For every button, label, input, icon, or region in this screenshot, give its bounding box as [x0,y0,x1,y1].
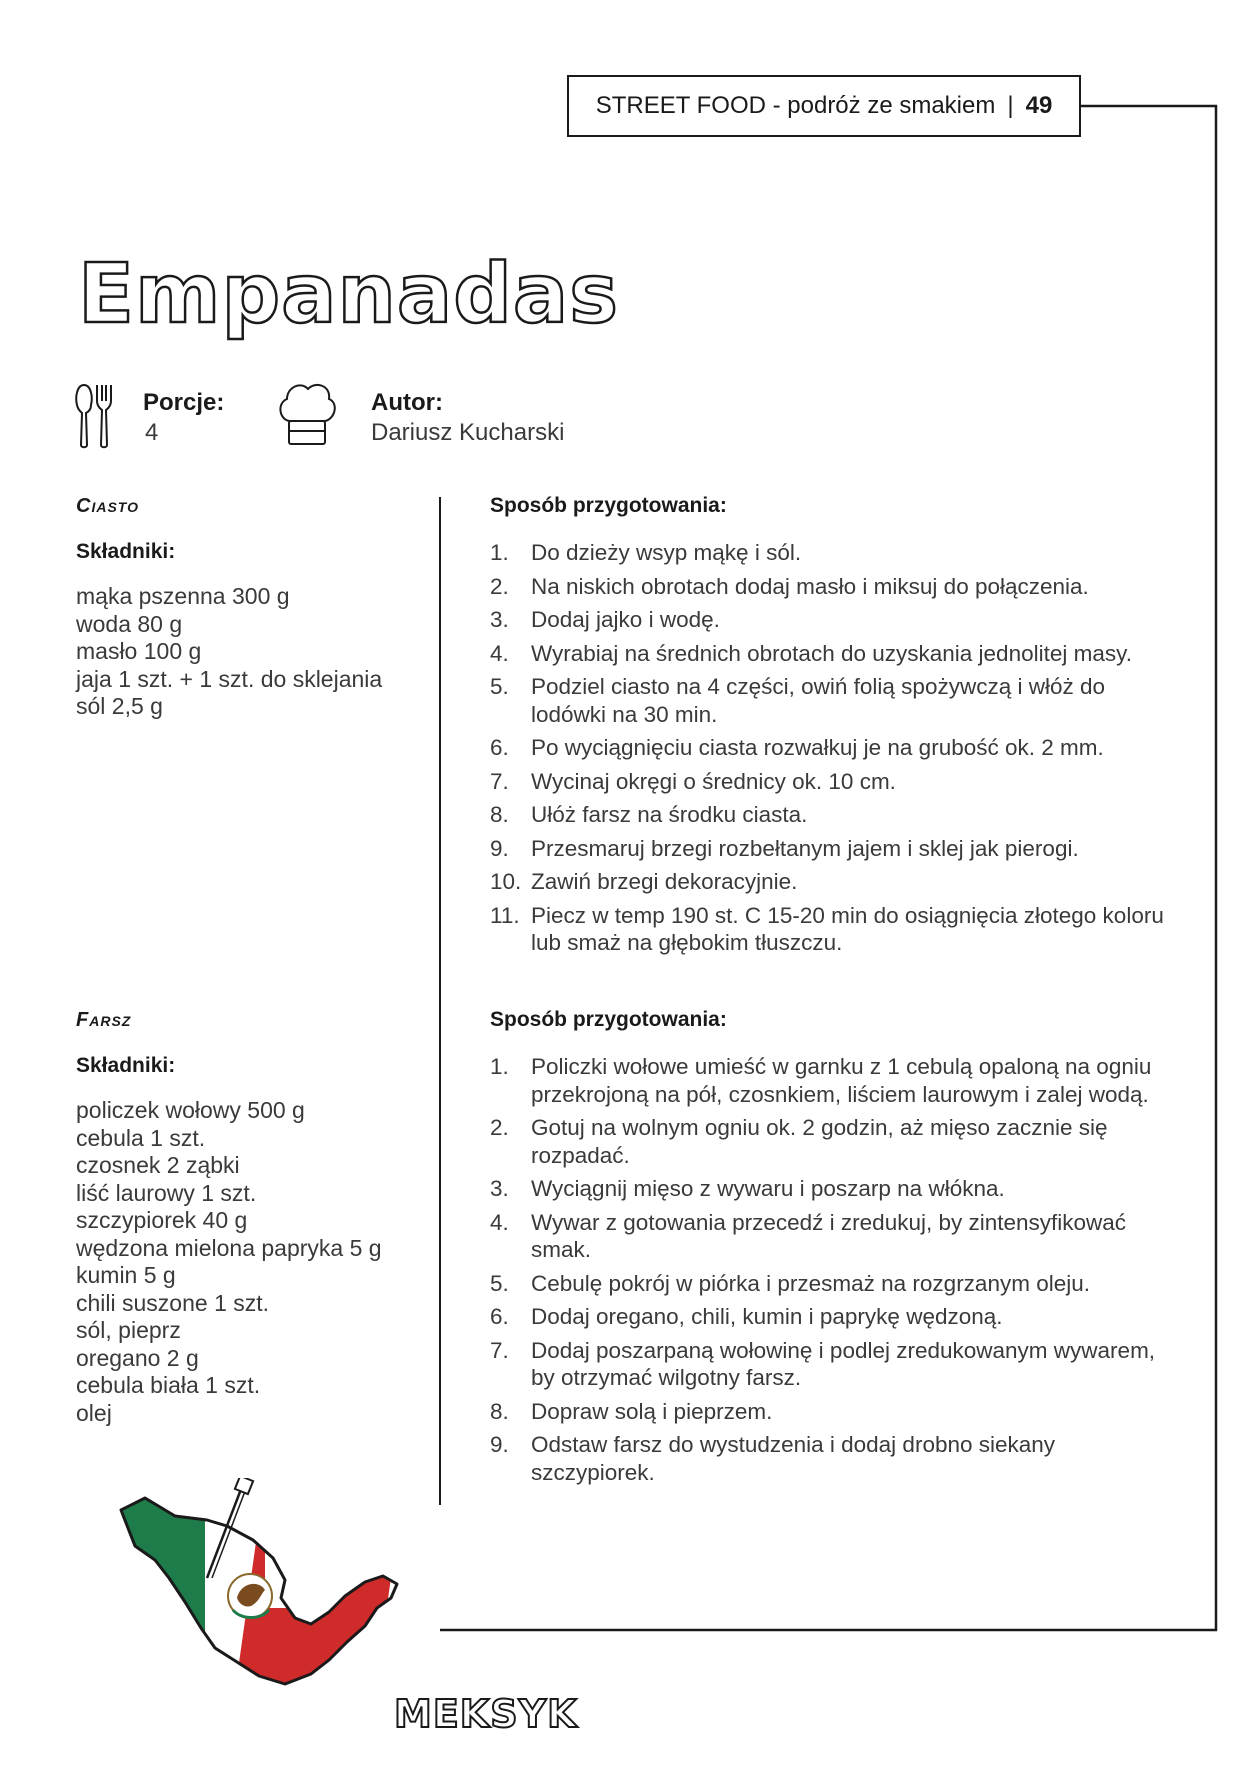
list-item: 3. Wyciągnij mięso z wywaru i poszarp na włókna. [490,1176,1005,1201]
author-value: Dariusz Kucharski [371,419,565,446]
list-item: olej [76,1399,112,1426]
list-item: 6. Po wyciągnięciu ciasta rozwałkuj je na grubość ok. 2 mm. [490,735,1104,760]
list-item: 11. Piecz w temp 190 st. C 15-20 min do osiągnięcia złotego koloru lub smaż na głębokim tłuszczu. [490,902,1164,955]
ciasto-steps-list [490,539,1180,963]
list-item: cebula 1 szt. [76,1124,206,1151]
ciasto-heading: Ciasto [76,495,139,517]
list-item: policzek wołowy 500 g [76,1097,305,1123]
fork-spoon-icon [74,383,114,449]
farsz-ingredients-label: Składniki: [76,1054,176,1077]
list-item: 1. Policzki wołowe umieść w garnku z 1 cebulą opaloną na ogniu przekrojoną na pół, czosnkiem, liściem laurowym i zalej wodą. [490,1054,1152,1107]
page-number: 49 [1025,92,1053,119]
farsz-heading: Farsz [76,1009,132,1031]
list-item: chili suszone 1 szt. [76,1289,270,1316]
list-item: 9. Przesmaruj brzegi rozbełtanym jajem i sklej jak pierogi. [490,835,1079,861]
list-item: sól 2,5 g [76,693,163,719]
list-item: 5. Cebulę pokrój w piórka i przesmaż na rozgrzanym oleju. [490,1270,1090,1296]
country-label: MEKSYK [394,1692,578,1736]
list-item: 1. Do dzieży wsyp mąkę i sól. [490,540,802,565]
list-item: szczypiorek 40 g [76,1207,248,1233]
list-item: 8. Dopraw solą i pieprzem. [490,1398,773,1424]
list-item: kumin 5 g [76,1262,176,1288]
list-item: 3. Dodaj jajko i wodę. [490,607,720,632]
list-item: masło 100 g [76,638,202,664]
list-item: oregano 2 g [76,1344,199,1371]
list-item: liść laurowy 1 szt. [76,1179,257,1206]
list-item: 2. Na niskich obrotach dodaj masło i miksuj do połączenia. [490,573,1089,599]
list-item: 5. Podziel ciasto na 4 części, owiń folią spożywczą i włóż do lodówki na 30 min. [490,674,1106,727]
list-item: 9. Odstaw farsz do wystudzenia i dodaj drobno siekany szczypiorek. [490,1432,1056,1485]
farsz-method-label: Sposób przygotowania: [490,1008,727,1031]
page-title: Empanadas [78,247,620,342]
list-item: 7. Wycinaj okręgi o średnicy ok. 10 cm. [490,768,896,794]
servings-value: 4 [145,419,159,446]
list-item: jaja 1 szt. + 1 szt. do sklejania [76,665,383,692]
farsz-steps-list [490,1053,1180,1492]
list-item: sól, pieprz [76,1317,181,1343]
ciasto-ingredients-list [76,583,416,721]
ciasto-ingredients-label: Składniki: [76,540,176,563]
list-item: 2. Gotuj na wolnym ogniu ok. 2 godzin, aż mięso zacznie się rozpadać. [490,1115,1108,1168]
list-item: 7. Dodaj poszarpaną wołowinę i podlej zredukowanym wywarem, by otrzymać wilgotny farsz. [490,1337,1156,1390]
header-box [567,75,1081,137]
series-title: STREET FOOD - podróż ze smakiem [595,92,996,119]
list-item: cebula biała 1 szt. [76,1372,261,1398]
list-item: 4. Wyrabiaj na średnich obrotach do uzyskania jednolitej masy. [490,640,1132,666]
list-item: 10. Zawiń brzegi dekoracyjnie. [490,869,798,894]
chef-hat-icon [277,381,337,447]
servings-label: Porcje: [143,389,225,416]
list-item: 4. Wywar z gotowania przecedź i zredukuj, by zintensyfikować smak. [490,1209,1127,1262]
list-item: 8. Ułóż farsz na środku ciasta. [490,802,808,827]
list-item: woda 80 g [76,610,183,637]
list-item: wędzona mielona papryka 5 g [76,1234,382,1261]
farsz-ingredients-list [76,1097,426,1427]
list-item: czosnek 2 ząbki [76,1152,240,1178]
mexico-map-icon [115,1478,405,1693]
list-item: mąka pszenna 300 g [76,583,290,609]
list-item: 6. Dodaj oregano, chili, kumin i paprykę wędzoną. [490,1304,1003,1329]
ciasto-method-label: Sposób przygotowania: [490,494,727,517]
header-separator: | [1007,92,1014,119]
author-label: Autor: [371,389,443,416]
